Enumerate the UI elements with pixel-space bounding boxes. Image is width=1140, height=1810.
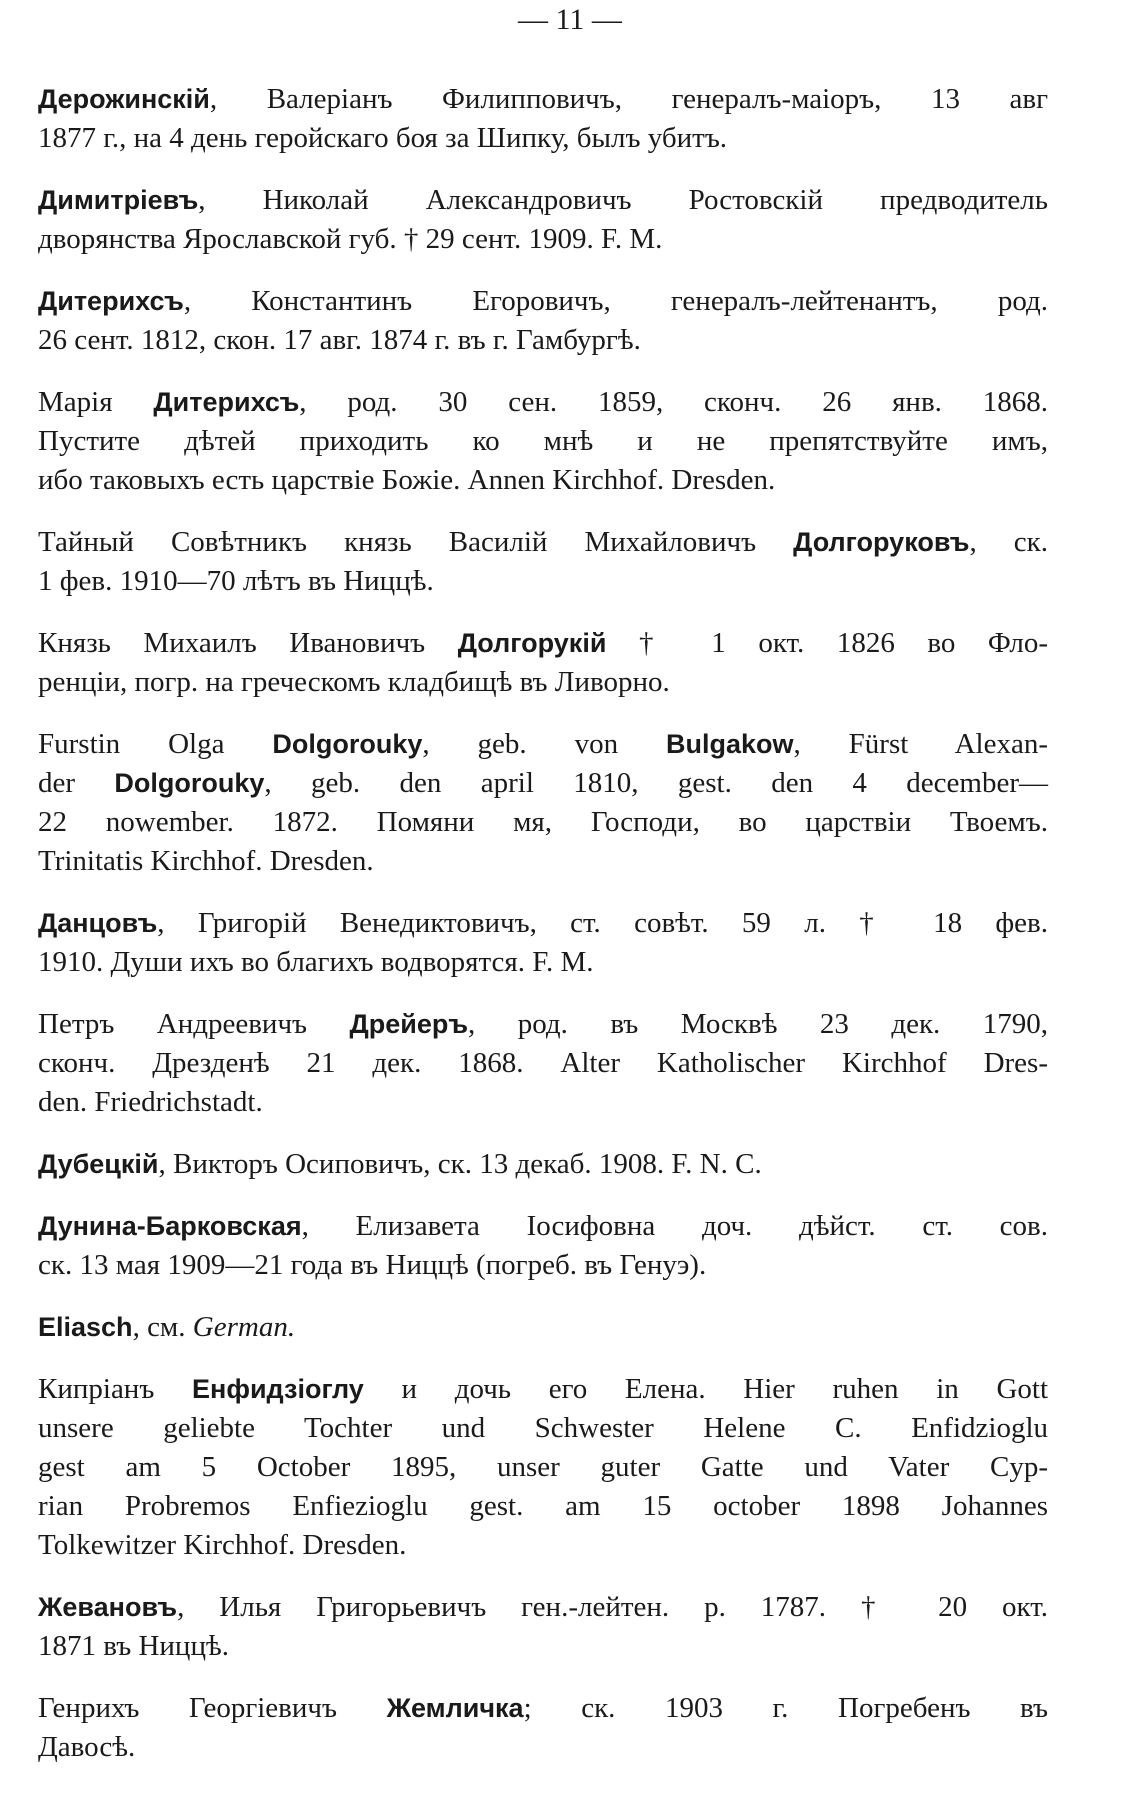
entry-text: ск. 13 мая 1909—21 года въ Ниццѣ (погреб. въ Генуэ). — [38, 1249, 707, 1281]
entry-line — [38, 321, 1048, 360]
entry-paragraph — [38, 1308, 1048, 1347]
entry-text: Давосѣ. — [38, 1731, 136, 1763]
entry-paragraph — [38, 904, 1048, 982]
entry-line — [38, 904, 1048, 943]
entry-text: , Елизавета Іосифовна доч. дѣйст. ст. сов. — [301, 1210, 1048, 1242]
entry-surname: Dolgorouky — [114, 768, 265, 798]
entry-paragraph — [38, 523, 1048, 601]
entry-surname: Eliasch — [38, 1312, 133, 1342]
entry-paragraph — [38, 1145, 1048, 1184]
entry-text: , Fürst Alexan- — [793, 728, 1048, 760]
entry-text: , geb. von — [422, 728, 666, 760]
entry-paragraph — [38, 1005, 1048, 1122]
entry-line — [38, 1487, 1048, 1526]
entry-text: 1877 г., на 4 день геройскаго боя за Шипку, былъ убитъ. — [38, 122, 728, 154]
entry-paragraph — [38, 624, 1048, 702]
entry-surname: Дерожинскій — [38, 84, 210, 114]
entry-text: сконч. Дрезденѣ 21 дек. 1868. Alter Katholischer Kirchhof Dres- — [38, 1047, 1048, 1079]
entry-paragraph — [38, 1370, 1048, 1565]
entry-text: 1910. Души ихъ во благихъ водворятся. F. M. — [38, 946, 594, 978]
entry-line — [38, 1689, 1048, 1728]
entry-text: der — [38, 767, 115, 799]
entry-line — [38, 562, 1048, 601]
entry-text: Пустите дѣтей приходить ко мнѣ и не препятствуйте имъ, — [38, 425, 1048, 457]
entry-text: , geb. den april 1810, gest. den 4 december— — [264, 767, 1048, 799]
entry-surname: Долгоруковъ — [793, 527, 970, 557]
entry-text: 1 фев. 1910—70 лѣтъ въ Ниццѣ. — [38, 565, 434, 597]
entry-text: Петръ Андреевичъ — [38, 1008, 350, 1040]
entry-paragraph — [38, 80, 1048, 158]
entry-line — [38, 1308, 1048, 1347]
entry-text: , ск. — [969, 526, 1048, 558]
entry-line — [38, 1627, 1048, 1666]
entry-line — [38, 1145, 1048, 1184]
entry-text: Furstin Olga — [38, 728, 273, 760]
entry-surname: Жемличка — [386, 1693, 524, 1723]
entry-text: , Викторъ Осиповичъ, ск. 13 декаб. 1908. F. N. C. — [158, 1148, 762, 1180]
entry-text: , Илья Григорьевичъ ген.-лейтен. р. 1787. † 20 окт. — [177, 1591, 1048, 1623]
entry-text: 26 сент. 1812, скон. 17 авг. 1874 г. въ г. Гамбургѣ. — [38, 324, 641, 356]
entry-text: дворянства Ярославской губ. † 29 сент. 1909. F. M. — [38, 223, 663, 255]
entry-line — [38, 624, 1048, 663]
entry-text: Тайный Совѣтникъ князь Василій Михайловичъ — [38, 526, 794, 558]
entry-line — [38, 1588, 1048, 1627]
entry-text: rian Probremos Enfiezioglu gest. am 15 october 1898 Johannes — [38, 1490, 1048, 1522]
entry-line — [38, 725, 1048, 764]
entry-text: , Валеріанъ Филипповичъ, генералъ-маіоръ, 13 авг — [209, 83, 1048, 115]
entry-text: , род. 30 сен. 1859, сконч. 26 янв. 1868. — [299, 386, 1048, 418]
entry-line — [38, 1728, 1048, 1767]
entry-text: ренціи, погр. на греческомъ кладбищѣ въ Ливорно. — [38, 666, 670, 698]
entry-text: ибо таковыхъ есть царствіе Божіе. Annen Kirchhof. Dresden. — [38, 464, 776, 496]
entry-surname: Дунина-Барковская — [38, 1211, 302, 1241]
entry-text: и дочь его Елена. Hier ruhen in Gott — [363, 1373, 1049, 1405]
entry-paragraph — [38, 1207, 1048, 1285]
entry-text: , Николай Александровичъ Ростовскій предводитель — [198, 184, 1048, 216]
entry-text: 22 nowember. 1872. Помяни мя, Господи, во царствіи Твоемъ. — [38, 806, 1048, 838]
entry-line — [38, 1526, 1048, 1565]
entry-paragraph — [38, 383, 1048, 500]
entry-surname: Дитерихсъ — [38, 286, 184, 316]
entry-surname: Димитріевъ — [38, 185, 199, 215]
entry-paragraph — [38, 725, 1048, 881]
entry-text: , см. — [132, 1311, 193, 1343]
entry-text: ; ск. 1903 г. Погребенъ въ — [523, 1692, 1049, 1724]
entry-line — [38, 282, 1048, 321]
entry-line — [38, 1005, 1048, 1044]
entry-line — [38, 803, 1048, 842]
entry-line — [38, 181, 1048, 220]
entry-text: , Константинъ Егоровичъ, генералъ-лейтенантъ, род. — [183, 285, 1048, 317]
page-number: — 11 — — [518, 3, 622, 36]
entry-line — [38, 1083, 1048, 1122]
entry-line — [38, 523, 1048, 562]
entry-surname: Данцовъ — [38, 908, 158, 938]
entry-surname: Дитерихсъ — [153, 387, 300, 417]
entry-line — [38, 80, 1048, 119]
entry-line — [38, 1409, 1048, 1448]
entry-line — [38, 220, 1048, 259]
entry-surname: Енфидзіоглу — [192, 1374, 364, 1404]
entry-text: , Григорій Венедиктовичъ, ст. совѣт. 59 л. † 18 фев. — [157, 907, 1048, 939]
entry-text: Trinitatis Kirchhof. Dresden. — [38, 845, 374, 877]
entry-text: 1871 въ Ниццѣ. — [38, 1630, 229, 1662]
entry-paragraph — [38, 181, 1048, 259]
entry-reference: German. — [192, 1311, 296, 1343]
entry-surname: Bulgakow — [665, 729, 794, 759]
entry-text: Tolkewitzer Kirchhof. Dresden. — [38, 1529, 407, 1561]
entry-text: Кипріанъ — [38, 1373, 193, 1405]
entry-text: , род. въ Москвѣ 23 дек. 1790, — [468, 1008, 1048, 1040]
entry-line — [38, 383, 1048, 422]
entry-surname: Dolgorouky — [272, 729, 423, 759]
entry-line — [38, 461, 1048, 500]
entry-surname: Долгорукій — [457, 628, 607, 658]
entry-text: den. Friedrichstadt. — [38, 1086, 263, 1118]
entry-surname: Дубецкій — [38, 1149, 159, 1179]
entry-text: gest am 5 October 1895, unser guter Gatte und Vater Cyp- — [38, 1451, 1048, 1483]
entry-line — [38, 1448, 1048, 1487]
entry-line — [38, 764, 1048, 803]
entry-line — [38, 1207, 1048, 1246]
entry-line — [38, 1044, 1048, 1083]
entry-text: Князь Михаилъ Ивановичъ — [38, 627, 458, 659]
entry-paragraph — [38, 1689, 1048, 1767]
entry-surname: Жевановъ — [38, 1592, 178, 1622]
entry-line — [38, 422, 1048, 461]
entry-line — [38, 119, 1048, 158]
entry-paragraph — [38, 282, 1048, 360]
entry-surname: Дрейеръ — [349, 1009, 469, 1039]
necrology-entries — [38, 80, 1048, 1790]
entry-line — [38, 842, 1048, 881]
entry-text: unsere geliebte Tochter und Schwester Helene C. Enfidzioglu — [38, 1412, 1048, 1444]
entry-line — [38, 1370, 1048, 1409]
entry-text: Марія — [38, 386, 154, 418]
entry-line — [38, 663, 1048, 702]
entry-paragraph — [38, 1588, 1048, 1666]
entry-line — [38, 943, 1048, 982]
entry-text: Генрихъ Георгіевичъ — [38, 1692, 387, 1724]
entry-text: † 1 окт. 1826 во Фло- — [606, 627, 1048, 659]
entry-line — [38, 1246, 1048, 1285]
